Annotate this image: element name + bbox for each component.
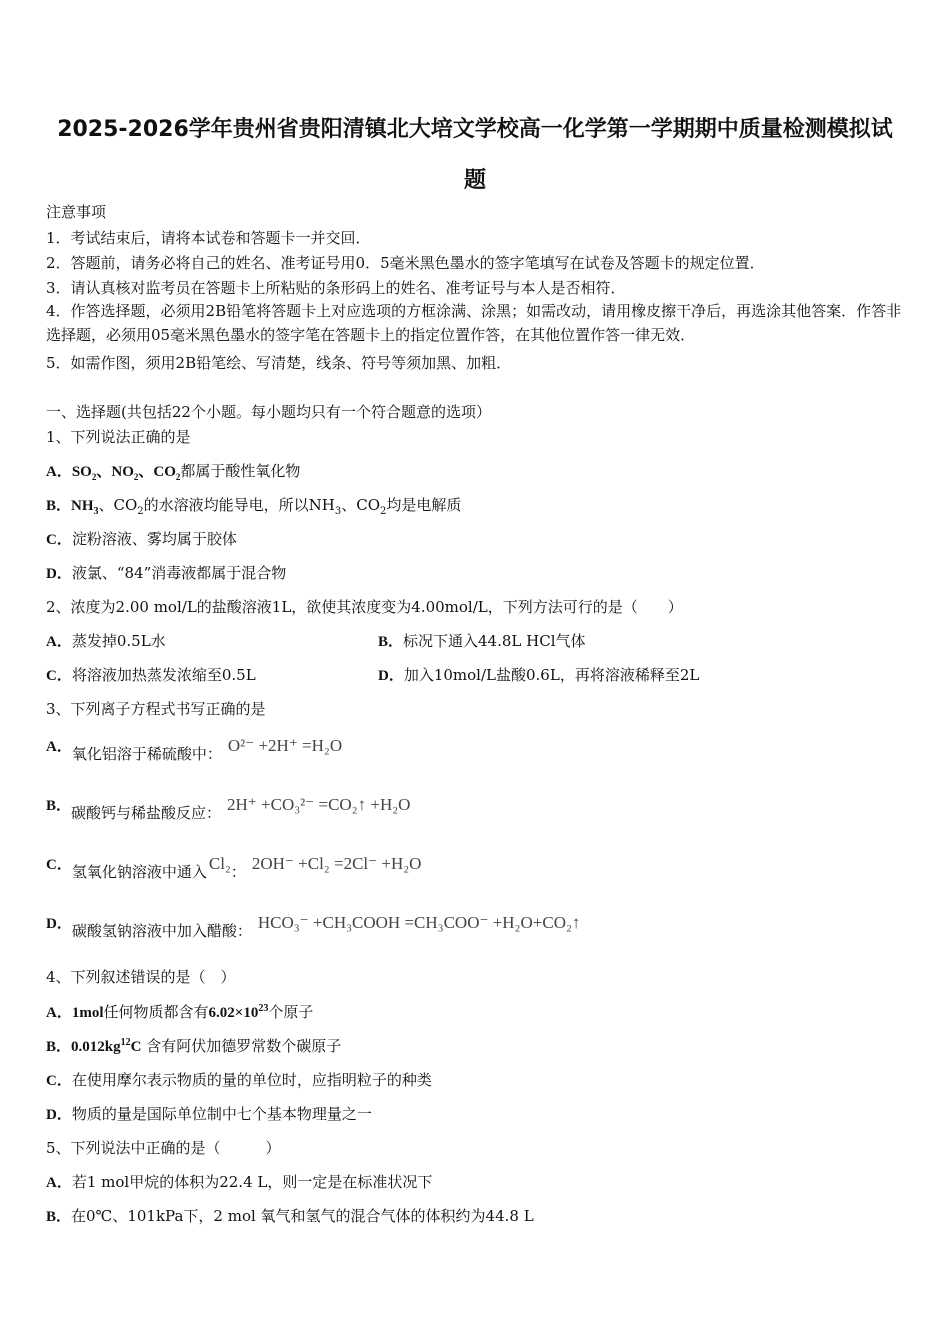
q3-option-d: D．碳酸氢钠溶液中加入醋酸： HCO₃⁻ +CH₃COOH =CH₃COO⁻ +H₂O+CO₂↑ bbox=[46, 913, 581, 940]
q2-options-row2 bbox=[46, 664, 906, 685]
section-heading: 一、选择题(共包括22个小题。每小题均只有一个符合题意的选项） bbox=[46, 403, 491, 421]
q3-c-gas: Cl₂ bbox=[208, 854, 231, 873]
q3-d-equation: HCO₃⁻ +CH₃COOH =CH₃COO⁻ +H₂O+CO₂↑ bbox=[257, 913, 581, 932]
q1-a-label: A． bbox=[46, 464, 72, 480]
q1-option-c bbox=[46, 528, 237, 549]
q5-option-a: A．若1 mol甲烷的体积为22.4 L，则一定是在标准状况下 bbox=[46, 1173, 433, 1191]
q2-c-text: 将溶液加热蒸发浓缩至0.5L bbox=[71, 666, 256, 684]
notice-item-3: 3．请认真核对监考员在答题卡上所粘贴的条形码上的姓名、准考证号与本人是否相符． bbox=[46, 279, 626, 297]
q1-c-text: 淀粉溶液、雾均属于胶体 bbox=[71, 530, 237, 548]
q5-stem: 5、下列说法中正确的是（ ） bbox=[46, 1139, 281, 1157]
q2-option-b: B．标况下通入44.8L HCl气体 bbox=[378, 632, 586, 650]
q1-a-so2: $SO_2$、$NO_2$、$CO_2$ bbox=[71, 464, 181, 482]
q2-c-label: C． bbox=[46, 668, 72, 684]
q3-a-equation: O²⁻ +2H⁺ =H₂O bbox=[227, 736, 343, 755]
q3-b-equation: 2H⁺ +CO₃²⁻ =CO₂↑ +H₂O bbox=[227, 795, 411, 814]
notice-item-5: 5．如需作图，须用2B铅笔绘、写清楚，线条、符号等须加黑、加粗． bbox=[46, 354, 512, 372]
q4-option-d: D．物质的量是国际单位制中七个基本物理量之一 bbox=[46, 1105, 372, 1123]
q1-d-label: D． bbox=[46, 566, 72, 582]
q4-option-b: B．$0.012kg^{12}C$ 含有阿伏加德罗常数个碳原子 bbox=[46, 1037, 342, 1055]
notice-item-4: 4．作答选择题，必须用2B铅笔将答题卡上对应选项的方框涂满、涂黑；如需改动，请用橡皮擦干净后，再选涂其他答案．作答非选择题，必须用05毫米黑色墨水的签字笔在答题卡上的指定位置作答，在其他位置作答一律无效． bbox=[46, 302, 902, 344]
q2-option-d: D．加入10mol/L盐酸0.6L，再将溶液稀释至2L bbox=[378, 666, 700, 684]
notice-heading: 注意事项 bbox=[46, 203, 107, 221]
q3-c-equation: 2OH⁻ +Cl₂ =2Cl⁻ +H₂O bbox=[251, 854, 422, 873]
q1-d-text: 液氯、“84”消毒液都属于混合物 bbox=[71, 564, 287, 582]
notice-item-2: 2．答题前，请务必将自己的姓名、准考证号用0．5毫米黑色墨水的签字笔填写在试卷及答题卡的规定位置． bbox=[46, 254, 765, 272]
q5-option-b: B．在0℃、101kPa下，2 mol 氧气和氢气的混合气体的体积约为44.8 L bbox=[46, 1207, 534, 1225]
q2-a-label: A． bbox=[46, 634, 72, 650]
q2-a-text: 蒸发掉0.5L水 bbox=[71, 632, 166, 650]
q3-stem: 3、下列离子方程式书写正确的是 bbox=[46, 700, 266, 718]
q4-stem: 4、下列叙述错误的是（ ） bbox=[46, 968, 236, 986]
q1-option-d bbox=[46, 562, 286, 583]
notice-item-1: 1．考试结束后，请将本试卷和答题卡一并交回． bbox=[46, 229, 371, 247]
q1-stem: 1、下列说法正确的是 bbox=[46, 428, 191, 446]
q4-option-a: A．1mol任何物质都含有$6.02\times 10^{23}$个原子 bbox=[46, 1003, 314, 1021]
q2-stem: 2、浓度为2.00 mol/L的盐酸溶液1L，欲使其浓度变为4.00mol/L，下列方法可行的是（ ） bbox=[46, 598, 683, 616]
q1-c-label: C． bbox=[46, 532, 72, 548]
q4-option-c: C．在使用摩尔表示物质的量的单位时，应指明粒子的种类 bbox=[46, 1071, 432, 1089]
q1-option-b: B．$NH_3$、$CO_2$的水溶液均能导电，所以$NH_3$、$CO_2$均是电解质 bbox=[46, 496, 462, 517]
q1-b-label: B． bbox=[46, 498, 72, 514]
q3-option-b: B．碳酸钙与稀盐酸反应： 2H⁺ +CO₃²⁻ =CO₂↑ +H₂O bbox=[46, 795, 411, 822]
exam-title-line2: 题 bbox=[463, 168, 486, 193]
q2-options-row1 bbox=[46, 630, 906, 651]
q3-option-a: A．氧化铝溶于稀硫酸中： O²⁻ +2H⁺ =H₂O bbox=[46, 736, 343, 763]
q3-option-c: C．氢氧化钠溶液中通入 Cl₂： 2OH⁻ +Cl₂ =2Cl⁻ +H₂O bbox=[46, 854, 422, 881]
q1-a-text: 都属于酸性氧化物 bbox=[180, 462, 301, 480]
exam-title-line1: 2025-2026学年贵州省贵阳清镇北大培文学校高一化学第一学期期中质量检测模拟试 bbox=[57, 117, 893, 142]
q1-option-a bbox=[46, 460, 300, 482]
